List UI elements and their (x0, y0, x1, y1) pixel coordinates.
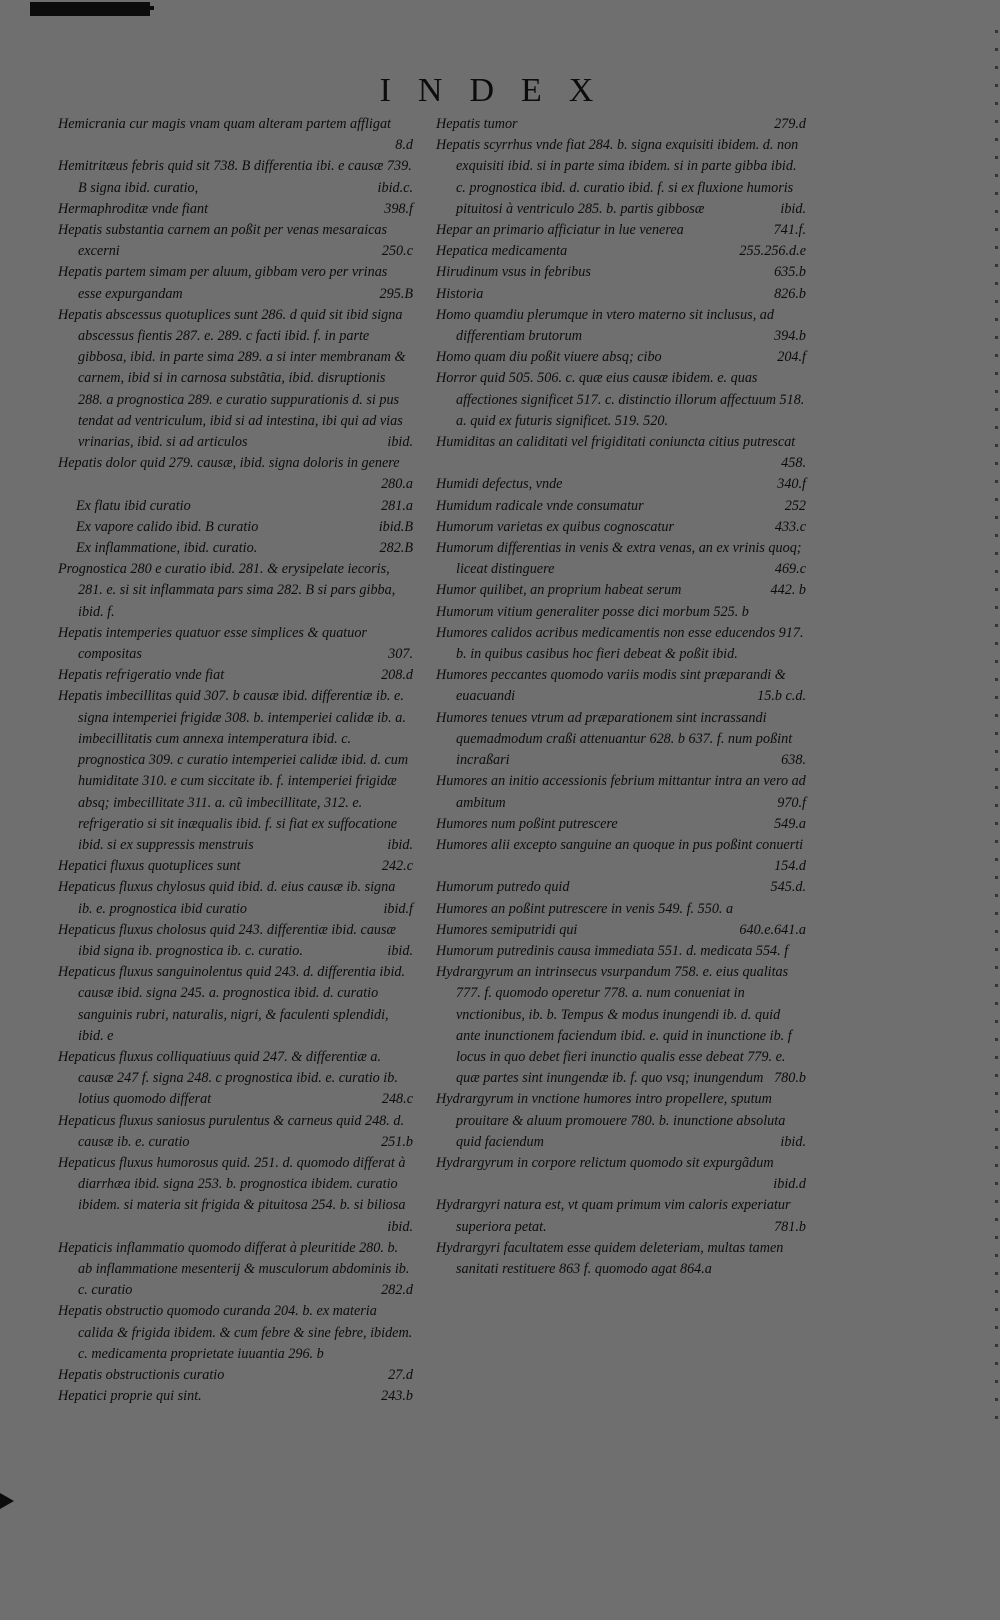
entry-page-ref: 204.f (777, 349, 806, 366)
index-entry (436, 432, 806, 474)
entry-page-ref: 398.f (384, 200, 413, 217)
entry-page-ref: ibid.c. (377, 179, 413, 196)
index-entry (436, 474, 806, 495)
entry-page-ref: 469.c (774, 561, 806, 578)
top-ink-mark (150, 6, 154, 10)
index-entry (58, 1047, 413, 1111)
entry-text: Hepaticus fluxus chylosus quid ibid. d. eius causæ ib. signa ib. e. prognostica ibid curatio (58, 879, 396, 917)
entry-text: Hydrargyrum an intrinsecus vsurpandum 758. e. eius qualitas 777. f. quomodo operetur 778. a. num conueniat in vnctionibus, ib. b. Tempus & modus inungendi ib. d. quid ante inunctionem faciendum ibid. e. quid in inunctione ib. f locus in quo debet fieri inunctio qualis esse debeat 779. e. quæ partes sint inungendæ ib. f. quo vsq; inungendum (436, 964, 792, 1087)
index-entry (58, 262, 413, 304)
entry-text: Hydrargyri facultatem esse quidem deleteriam, multas tamen sanitati restituere 863 f. quomodo agat 864.a (436, 1239, 784, 1277)
entry-text: Humorum vitium generaliter posse dici morbum 525. b (436, 603, 749, 620)
entry-text: Hepaticus fluxus colliquatiuus quid 247. & differentiæ a. causæ 247 f. signa 248. c prognostica ibid. e. curatio ib. lotius quomodo differat (58, 1048, 398, 1108)
index-entry (58, 1301, 413, 1365)
index-entry (436, 708, 806, 772)
index-entry (58, 114, 413, 156)
index-entry (58, 156, 413, 198)
index-entry (58, 665, 413, 686)
left-index-column (58, 114, 413, 1407)
entry-page-ref: 640.e.641.a (739, 921, 806, 938)
entry-page-ref: 549.a (774, 815, 806, 832)
entry-text: Homo quamdiu plerumque in vtero materno sit inclusus, ad differentiam brutorum (436, 306, 774, 345)
entry-text: Ex inflammatione, ibid. curatio. (76, 540, 258, 557)
index-entry (58, 686, 413, 856)
page-title: INDEX (379, 72, 621, 109)
entry-page-ref: 433.c (774, 518, 806, 535)
entry-text: Prognostica 280 e curatio ibid. 281. & erysipelate iecoris, 281. e. si sit inflammata pars sima 282. B si pars gibba, ibid. f. (58, 561, 396, 620)
entry-text: Hepaticus fluxus saniosus purulentus & carneus quid 248. d. causæ ib. e. curatio (58, 1112, 405, 1150)
entry-text: Humorum varietas ex quibus cognoscatur (436, 518, 675, 535)
entry-page-ref: 279.d (774, 116, 806, 132)
right-index-column (436, 114, 806, 1280)
entry-text: Hemitritæus febris quid sit 738. B differentia ibi. e causæ 739. B signa ibid. curatio, (58, 158, 412, 196)
entry-page-ref: ibid. (387, 836, 413, 853)
entry-page-ref: 252 (784, 497, 806, 514)
index-entry (436, 284, 806, 305)
entry-text: Hepatica medicamenta (436, 243, 568, 260)
index-entry (58, 1153, 413, 1238)
entry-page-ref: 638. (781, 752, 806, 769)
entry-page-ref: 27.d (388, 1366, 413, 1383)
entry-text: Hepaticus fluxus sanguinolentus quid 243. d. differentia ibid. causæ ibid. signa 245. a. prognostica ibid. d. curatio sanguinis rubri, naturalis, nigri, & faculenti splendidi, ibid. e (58, 964, 406, 1044)
entry-page-ref: ibid. (780, 200, 806, 217)
index-entry (58, 199, 413, 220)
index-entry (58, 877, 413, 919)
index-entry (58, 856, 413, 877)
index-entry (436, 368, 806, 432)
index-entry (58, 305, 413, 453)
index-entry (436, 602, 806, 623)
index-entry (58, 453, 413, 495)
index-entry (436, 835, 806, 877)
entry-page-ref: 251.b (381, 1133, 413, 1150)
entry-page-ref: 635.b (774, 264, 806, 281)
entry-text: Hepatis obstructionis curatio (58, 1366, 225, 1383)
entry-text: Hermaphroditæ vnde fiant (58, 200, 209, 217)
entry-page-ref: 295.B (379, 285, 413, 302)
index-entry (436, 1195, 806, 1237)
entry-text: Hepatis intemperies quatuor esse simplices & quatuor compositas (58, 624, 367, 663)
entry-page-ref: 250.c (381, 243, 413, 260)
entry-page-ref: 280.a (381, 476, 413, 493)
entry-page-ref: 282.B (379, 540, 413, 557)
entry-page-ref: 340.f (777, 476, 806, 493)
index-entry (436, 962, 806, 1089)
index-entry (436, 241, 806, 262)
index-entry (436, 114, 806, 135)
margin-arrow-mark (0, 1493, 14, 1509)
entry-page-ref: 154.d (774, 858, 806, 875)
entry-text: Hepatis substantia carnem an poßit per venas mesaraicas excerni (58, 222, 388, 260)
index-entry (436, 941, 806, 962)
entry-page-ref: 442. b (770, 582, 806, 599)
index-entry (58, 1238, 413, 1302)
entry-text: Hepaticis inflammatio quomodo differat à pleuritide 280. b. ab inflammatione mesenterij & musculorum abdominis ib. c. curatio (58, 1239, 410, 1299)
entry-text: Humidi defectus, vnde (436, 476, 563, 493)
index-entry (436, 814, 806, 835)
entry-text: Hepatis partem simam per aluum, gibbam vero per vrinas esse expurgandam (58, 264, 388, 302)
entry-text: Humorum putredinis causa immediata 551. d. medicata 554. f (436, 942, 789, 959)
index-entry (436, 517, 806, 538)
index-entry (436, 1089, 806, 1153)
index-entry (436, 496, 806, 517)
entry-page-ref: 243.b (381, 1388, 413, 1405)
index-entry (58, 496, 413, 517)
entry-page-ref: ibid.d (773, 1176, 806, 1193)
page-edge-marks (995, 30, 998, 1430)
entry-text: Humores num poßint putrescere (436, 815, 618, 832)
entry-page-ref: 255.256.d.e (739, 243, 806, 260)
entry-text: Humores an initio accessionis febrium mittantur intra an vero ad ambitum (436, 773, 806, 811)
index-entry (58, 517, 413, 538)
entry-text: Humorum differentias in venis & extra venas, an ex vrinis quoq; liceat distinguere (436, 540, 802, 578)
entry-text: Hepatici proprie qui sint. (58, 1388, 202, 1405)
entry-text: Hepatis refrigeratio vnde fiat (58, 667, 225, 684)
index-entry (436, 920, 806, 941)
entry-page-ref: 8.d (395, 137, 413, 154)
entry-text: Humores tenues vtrum ad præparationem sint incrassandi quemadmodum craßi attenuantur 628. b 637. f. num poßint incraßari (436, 709, 793, 769)
entry-page-ref: 458. (781, 455, 806, 472)
index-entry (58, 559, 413, 623)
entry-page-ref: 248.c (381, 1091, 413, 1108)
entry-text: Humores an poßint putrescere in venis 549. f. 550. a (436, 900, 734, 917)
index-entry (436, 262, 806, 283)
entry-text: Humidum radicale vnde consumatur (436, 497, 644, 514)
entry-text: Hepaticus fluxus humorosus quid. 251. d. quomodo differat à diarrhæa ibid. signa 253. b. prognostica ibidem. curatio ibidem. si materia sit frigida & pituitosa 254. b. si biliosa (58, 1154, 406, 1214)
index-entry (58, 623, 413, 665)
entry-text: Hepatis abscessus quotuplices sunt 286. d quid sit ibid signa abscessus fientis 287. e. 289. c facti ibid. f. in parte gibbosa, ibid. in parte sima 289. a si inter membranam & carnem, ibid si in carnosa substãtia, ibid. disruptionis 288. a prognostica 289. e curatio suppurationis d. si pus tendat ad ventriculum, ibid si ad intestina, ibi qui ad vias vrinarias, ibid. si ad articulos (58, 306, 406, 451)
entry-text: Hepatici fluxus quotuplices sunt (58, 858, 241, 875)
index-entry (436, 347, 806, 368)
entry-page-ref: ibid. (387, 942, 413, 959)
entry-text: Humores semiputridi qui (436, 921, 578, 938)
index-entry (436, 305, 806, 347)
entry-text: Humores alii excepto sanguine an quoque in pus poßint conuerti (436, 836, 804, 853)
entry-text: Hepatis imbecillitas quid 307. b causæ ibid. differentiæ ib. e. signa intemperiei frigidæ 308. b. intemperiei calidæ ib. a. imbecillitatis cum annexa intemperatura ibid. c. prognostica 309. c curatio intemperiei calidæ ibid. d. cum humiditate 310. e cum siccitate ib. f. intemperiei frigidæ absq; imbecillitate 311. a. cũ imbecillitate, 312. e. refrigeratio si sit inæqualis ibid. f. si fiat ex suffocatione ibid. si ex suppressis menstruis (58, 688, 409, 853)
entry-page-ref: 394.b (774, 328, 806, 345)
entry-text: Humor quilibet, an proprium habeat serum (436, 582, 682, 599)
entry-page-ref: 781.b (774, 1218, 806, 1235)
entry-text: Hydrargyrum in corpore relictum quomodo sit expurgãdum (436, 1154, 774, 1171)
entry-page-ref: ibid. (780, 1133, 806, 1150)
entry-text: Humores peccantes quomodo variis modis sint præparandi & euacuandi (436, 667, 786, 705)
entry-page-ref: ibid.B (378, 518, 413, 535)
entry-page-ref: 281.a (381, 497, 413, 514)
entry-text: Humiditas an caliditati vel frigiditati coniuncta citius putrescat (436, 434, 796, 451)
index-entry (436, 580, 806, 601)
entry-text: Hydrargyrum in vnctione humores intro propellere, sputum prouitare & aluum promouere 780. b. inunctione absoluta quid faciendum (436, 1091, 786, 1150)
index-entry (436, 877, 806, 898)
entry-page-ref: 208.d (381, 667, 413, 684)
index-entry (58, 1386, 413, 1407)
entry-page-ref: 780.b (774, 1070, 806, 1087)
entry-page-ref: 826.b (774, 285, 806, 302)
entry-text: Hepar an primario afficiatur in lue venerea (436, 222, 684, 239)
entry-page-ref: 282.d (381, 1282, 413, 1299)
index-entry (436, 220, 806, 241)
index-entry (58, 1111, 413, 1153)
index-entry (58, 220, 413, 262)
index-entry (58, 920, 413, 962)
index-entry (436, 623, 806, 665)
entry-text: Hepatis dolor quid 279. causæ, ibid. signa doloris in genere (58, 455, 400, 472)
entry-text: Hydrargyri natura est, vt quam primum vim caloris experiatur superiora petat. (436, 1197, 791, 1235)
entry-text: Humores calidos acribus medicamentis non esse educendos 917. b. in quibus casibus hoc fieri debeat & poßit ibid. (436, 624, 804, 663)
index-entry (436, 1238, 806, 1280)
entry-page-ref: 242.c (381, 858, 413, 875)
index-entry (58, 538, 413, 559)
entry-text: Ex vapore calido ibid. B curatio (76, 518, 259, 535)
index-entry (436, 538, 806, 580)
top-ink-bar (30, 2, 150, 16)
entry-text: Hepatis obstructio quomodo curanda 204. b. ex materia calida & frigida ibidem. & cum febre & sine febre, ibidem. c. medicamenta proprietate iuuantia 296. b (58, 1303, 413, 1362)
entry-text: Hepatis tumor (436, 116, 518, 132)
entry-page-ref: 15.b c.d. (757, 688, 806, 705)
index-entry (436, 899, 806, 920)
entry-page-ref: 970.f (777, 794, 806, 811)
entry-text: Historia (436, 285, 484, 302)
entry-text: Ex flatu ibid curatio (76, 497, 191, 514)
entry-text: Hemicrania cur magis vnam quam alteram partem affligat (58, 116, 391, 132)
entry-text: Homo quam diu poßit viuere absq; cibo (436, 349, 662, 366)
entry-page-ref: 545.d. (770, 879, 806, 896)
index-entry (436, 771, 806, 813)
index-entry (58, 1365, 413, 1386)
index-entry (436, 135, 806, 220)
entry-text: Hirudinum vsus in febribus (436, 264, 591, 281)
entry-text: Humorum putredo quid (436, 879, 570, 896)
entry-page-ref: ibid. (387, 1218, 413, 1235)
entry-text: Hepatis scyrrhus vnde fiat 284. b. signa exquisiti ibidem. d. non exquisiti ibid. si in parte sima ibidem. si in parte gibba ibid. c. prognostica ibid. d. curatio ibid. f. si ex fluxione humoris pituitosi à ventriculo 285. b. partis gibbosæ (436, 137, 799, 217)
entry-page-ref: ibid.f (383, 900, 413, 917)
entry-page-ref: 741.f. (773, 222, 806, 239)
index-entry (436, 665, 806, 707)
entry-text: Horror quid 505. 506. c. quæ eius causæ ibidem. e. quas affectiones significet 517. c. distinctio illorum affectuum 518. a. quid ex futuris significet. 519. 520. (436, 370, 805, 429)
index-entry (436, 1153, 806, 1195)
entry-page-ref: 307. (388, 646, 413, 663)
entry-page-ref: ibid. (387, 434, 413, 451)
entry-text: Hepaticus fluxus cholosus quid 243. differentiæ ibid. causæ ibid signa ib. prognostica ib. c. curatio. (58, 921, 396, 959)
index-entry (58, 962, 413, 1047)
